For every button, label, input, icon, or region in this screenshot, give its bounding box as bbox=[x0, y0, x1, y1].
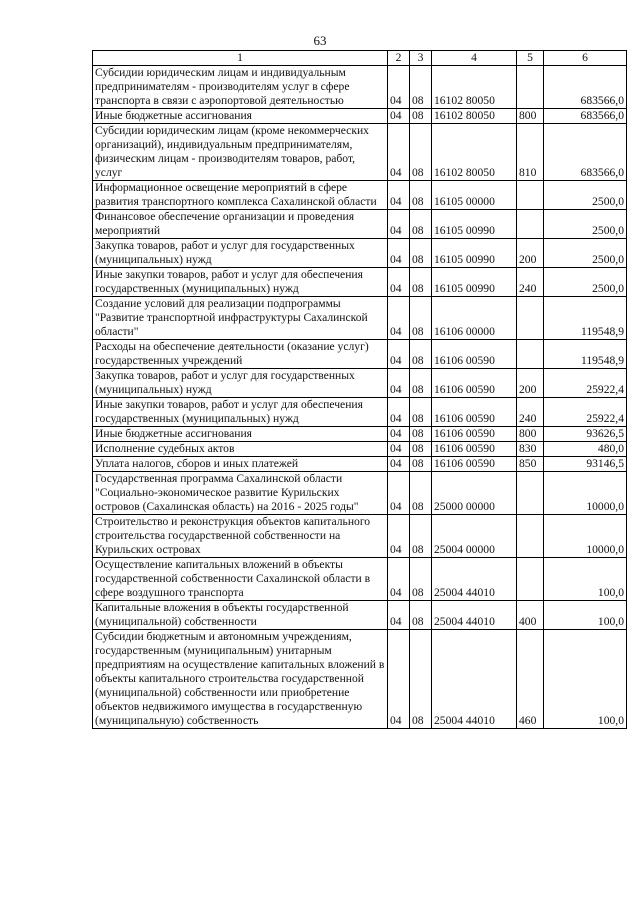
row-name-cell: Субсидии юридическим лицам (кроме некоммерческих организаций), индивидуальным предпринимателям, физическим лицам - производителям товаров, работ, услуг bbox=[93, 124, 388, 181]
row-vr-cell bbox=[517, 515, 544, 558]
row-rz-cell: 04 bbox=[388, 239, 410, 268]
row-csr-cell: 16106 00590 bbox=[432, 340, 517, 369]
table-row bbox=[93, 457, 627, 472]
row-name-cell: Осуществление капитальных вложений в объекты государственной собственности Сахалинской области в сфере воздушного транспорта bbox=[93, 558, 388, 601]
row-csr-cell: 25000 00000 bbox=[432, 472, 517, 515]
table-row bbox=[93, 398, 627, 427]
row-rz-cell: 04 bbox=[388, 181, 410, 210]
row-pr-cell: 08 bbox=[410, 427, 432, 442]
row-vr-cell bbox=[517, 340, 544, 369]
row-vr-cell: 800 bbox=[517, 109, 544, 124]
row-sum-cell: 93146,5 bbox=[544, 457, 627, 472]
row-pr-cell: 08 bbox=[410, 630, 432, 729]
column-header-rz: 2 bbox=[388, 51, 410, 66]
row-name-cell: Иные бюджетные ассигнования bbox=[93, 427, 388, 442]
table-row bbox=[93, 472, 627, 515]
table-body bbox=[93, 66, 627, 729]
table-row bbox=[93, 124, 627, 181]
table-row bbox=[93, 442, 627, 457]
row-vr-cell: 460 bbox=[517, 630, 544, 729]
row-csr-cell: 16105 00990 bbox=[432, 210, 517, 239]
row-pr-cell: 08 bbox=[410, 109, 432, 124]
row-vr-cell: 800 bbox=[517, 427, 544, 442]
column-header-name: 1 bbox=[93, 51, 388, 66]
row-rz-cell: 04 bbox=[388, 398, 410, 427]
page-number: 63 bbox=[313, 33, 327, 48]
row-pr-cell: 08 bbox=[410, 124, 432, 181]
row-rz-cell: 04 bbox=[388, 124, 410, 181]
row-rz-cell: 04 bbox=[388, 427, 410, 442]
row-pr-cell: 08 bbox=[410, 457, 432, 472]
row-name-cell: Исполнение судебных актов bbox=[93, 442, 388, 457]
row-pr-cell: 08 bbox=[410, 369, 432, 398]
row-pr-cell: 08 bbox=[410, 268, 432, 297]
row-name-cell: Строительство и реконструкция объектов капитального строительства государственной собственности на Курильских островах bbox=[93, 515, 388, 558]
row-rz-cell: 04 bbox=[388, 340, 410, 369]
row-csr-cell: 16106 00590 bbox=[432, 427, 517, 442]
row-sum-cell: 119548,9 bbox=[544, 297, 627, 340]
row-vr-cell bbox=[517, 181, 544, 210]
row-rz-cell: 04 bbox=[388, 630, 410, 729]
column-header-vr: 5 bbox=[517, 51, 544, 66]
row-name-cell: Финансовое обеспечение организации и проведения мероприятий bbox=[93, 210, 388, 239]
row-rz-cell: 04 bbox=[388, 66, 410, 109]
table-row bbox=[93, 239, 627, 268]
table-header-row bbox=[93, 51, 627, 66]
row-vr-cell: 400 bbox=[517, 601, 544, 630]
row-rz-cell: 04 bbox=[388, 515, 410, 558]
row-csr-cell: 16106 00590 bbox=[432, 398, 517, 427]
row-sum-cell: 25922,4 bbox=[544, 369, 627, 398]
row-pr-cell: 08 bbox=[410, 442, 432, 457]
row-sum-cell: 683566,0 bbox=[544, 109, 627, 124]
row-csr-cell: 16105 00990 bbox=[432, 268, 517, 297]
table-row bbox=[93, 210, 627, 239]
column-header-sum: 6 bbox=[544, 51, 627, 66]
row-vr-cell bbox=[517, 297, 544, 340]
row-pr-cell: 08 bbox=[410, 340, 432, 369]
row-sum-cell: 10000,0 bbox=[544, 472, 627, 515]
row-vr-cell: 810 bbox=[517, 124, 544, 181]
row-rz-cell: 04 bbox=[388, 369, 410, 398]
table-row bbox=[93, 268, 627, 297]
row-pr-cell: 08 bbox=[410, 297, 432, 340]
table-row bbox=[93, 181, 627, 210]
table-row bbox=[93, 630, 627, 729]
column-header-csr: 4 bbox=[432, 51, 517, 66]
row-sum-cell: 25922,4 bbox=[544, 398, 627, 427]
row-pr-cell: 08 bbox=[410, 66, 432, 109]
row-vr-cell: 200 bbox=[517, 369, 544, 398]
row-name-cell: Уплата налогов, сборов и иных платежей bbox=[93, 457, 388, 472]
row-name-cell: Капитальные вложения в объекты государственной (муниципальной) собственности bbox=[93, 601, 388, 630]
row-sum-cell: 2500,0 bbox=[544, 181, 627, 210]
row-name-cell: Закупка товаров, работ и услуг для государственных (муниципальных) нужд bbox=[93, 239, 388, 268]
budget-table bbox=[92, 50, 627, 729]
table-row bbox=[93, 515, 627, 558]
row-name-cell: Расходы на обеспечение деятельности (оказание услуг) государственных учреждений bbox=[93, 340, 388, 369]
row-sum-cell: 100,0 bbox=[544, 601, 627, 630]
row-rz-cell: 04 bbox=[388, 109, 410, 124]
row-pr-cell: 08 bbox=[410, 239, 432, 268]
row-rz-cell: 04 bbox=[388, 472, 410, 515]
row-name-cell: Закупка товаров, работ и услуг для государственных (муниципальных) нужд bbox=[93, 369, 388, 398]
row-csr-cell: 16105 00000 bbox=[432, 181, 517, 210]
row-rz-cell: 04 bbox=[388, 210, 410, 239]
row-csr-cell: 16105 00990 bbox=[432, 239, 517, 268]
row-sum-cell: 119548,9 bbox=[544, 340, 627, 369]
row-sum-cell: 100,0 bbox=[544, 630, 627, 729]
row-sum-cell: 93626,5 bbox=[544, 427, 627, 442]
row-sum-cell: 480,0 bbox=[544, 442, 627, 457]
row-name-cell: Иные закупки товаров, работ и услуг для обеспечения государственных (муниципальных) нужд bbox=[93, 268, 388, 297]
row-vr-cell bbox=[517, 66, 544, 109]
row-name-cell: Субсидии юридическим лицам и индивидуальным предпринимателям - производителям услуг в сфере транспорта в связи с аэропортовой деятельностью bbox=[93, 66, 388, 109]
row-csr-cell: 25004 44010 bbox=[432, 601, 517, 630]
row-name-cell: Иные бюджетные ассигнования bbox=[93, 109, 388, 124]
row-name-cell: Иные закупки товаров, работ и услуг для обеспечения государственных (муниципальных) нужд bbox=[93, 398, 388, 427]
row-vr-cell: 240 bbox=[517, 398, 544, 427]
row-rz-cell: 04 bbox=[388, 558, 410, 601]
row-pr-cell: 08 bbox=[410, 398, 432, 427]
row-csr-cell: 16106 00000 bbox=[432, 297, 517, 340]
row-pr-cell: 08 bbox=[410, 181, 432, 210]
row-csr-cell: 16106 00590 bbox=[432, 442, 517, 457]
row-rz-cell: 04 bbox=[388, 457, 410, 472]
row-vr-cell: 850 bbox=[517, 457, 544, 472]
row-pr-cell: 08 bbox=[410, 472, 432, 515]
table-row bbox=[93, 297, 627, 340]
row-name-cell: Субсидии бюджетным и автономным учреждениям, государственным (муниципальным) унитарным предприятиям на осуществление капитальных вложений в объекты капитального строительства государственной (муниципальной) собственности или приобретение объектов недвижимого имущества в государственную (муниципальную) собственность bbox=[93, 630, 388, 729]
row-sum-cell: 10000,0 bbox=[544, 515, 627, 558]
row-vr-cell: 240 bbox=[517, 268, 544, 297]
row-name-cell: Информационное освещение мероприятий в сфере развития транспортного комплекса Сахалинской области bbox=[93, 181, 388, 210]
table-row bbox=[93, 340, 627, 369]
row-rz-cell: 04 bbox=[388, 601, 410, 630]
row-csr-cell: 16102 80050 bbox=[432, 109, 517, 124]
row-csr-cell: 16106 00590 bbox=[432, 369, 517, 398]
row-pr-cell: 08 bbox=[410, 601, 432, 630]
row-csr-cell: 16102 80050 bbox=[432, 124, 517, 181]
row-vr-cell bbox=[517, 558, 544, 601]
row-name-cell: Создание условий для реализации подпрограммы "Развитие транспортной инфраструктуры Сахалинской области" bbox=[93, 297, 388, 340]
row-pr-cell: 08 bbox=[410, 210, 432, 239]
row-csr-cell: 25004 00000 bbox=[432, 515, 517, 558]
row-rz-cell: 04 bbox=[388, 268, 410, 297]
table-row bbox=[93, 66, 627, 109]
row-vr-cell bbox=[517, 210, 544, 239]
row-csr-cell: 25004 44010 bbox=[432, 630, 517, 729]
row-csr-cell: 16106 00590 bbox=[432, 457, 517, 472]
row-sum-cell: 100,0 bbox=[544, 558, 627, 601]
column-header-pr: 3 bbox=[410, 51, 432, 66]
row-csr-cell: 16102 80050 bbox=[432, 66, 517, 109]
row-sum-cell: 683566,0 bbox=[544, 66, 627, 109]
row-pr-cell: 08 bbox=[410, 558, 432, 601]
row-vr-cell: 200 bbox=[517, 239, 544, 268]
table-row bbox=[93, 558, 627, 601]
row-csr-cell: 25004 44010 bbox=[432, 558, 517, 601]
row-vr-cell: 830 bbox=[517, 442, 544, 457]
row-pr-cell: 08 bbox=[410, 515, 432, 558]
row-rz-cell: 04 bbox=[388, 297, 410, 340]
row-sum-cell: 2500,0 bbox=[544, 239, 627, 268]
row-sum-cell: 2500,0 bbox=[544, 268, 627, 297]
row-vr-cell bbox=[517, 472, 544, 515]
table-row bbox=[93, 369, 627, 398]
table-row bbox=[93, 601, 627, 630]
row-rz-cell: 04 bbox=[388, 442, 410, 457]
row-sum-cell: 2500,0 bbox=[544, 210, 627, 239]
row-sum-cell: 683566,0 bbox=[544, 124, 627, 181]
table-row bbox=[93, 109, 627, 124]
table-row bbox=[93, 427, 627, 442]
row-name-cell: Государственная программа Сахалинской области "Социально-экономическое развитие Курильских островов (Сахалинская область) на 2016 - 2025 годы" bbox=[93, 472, 388, 515]
